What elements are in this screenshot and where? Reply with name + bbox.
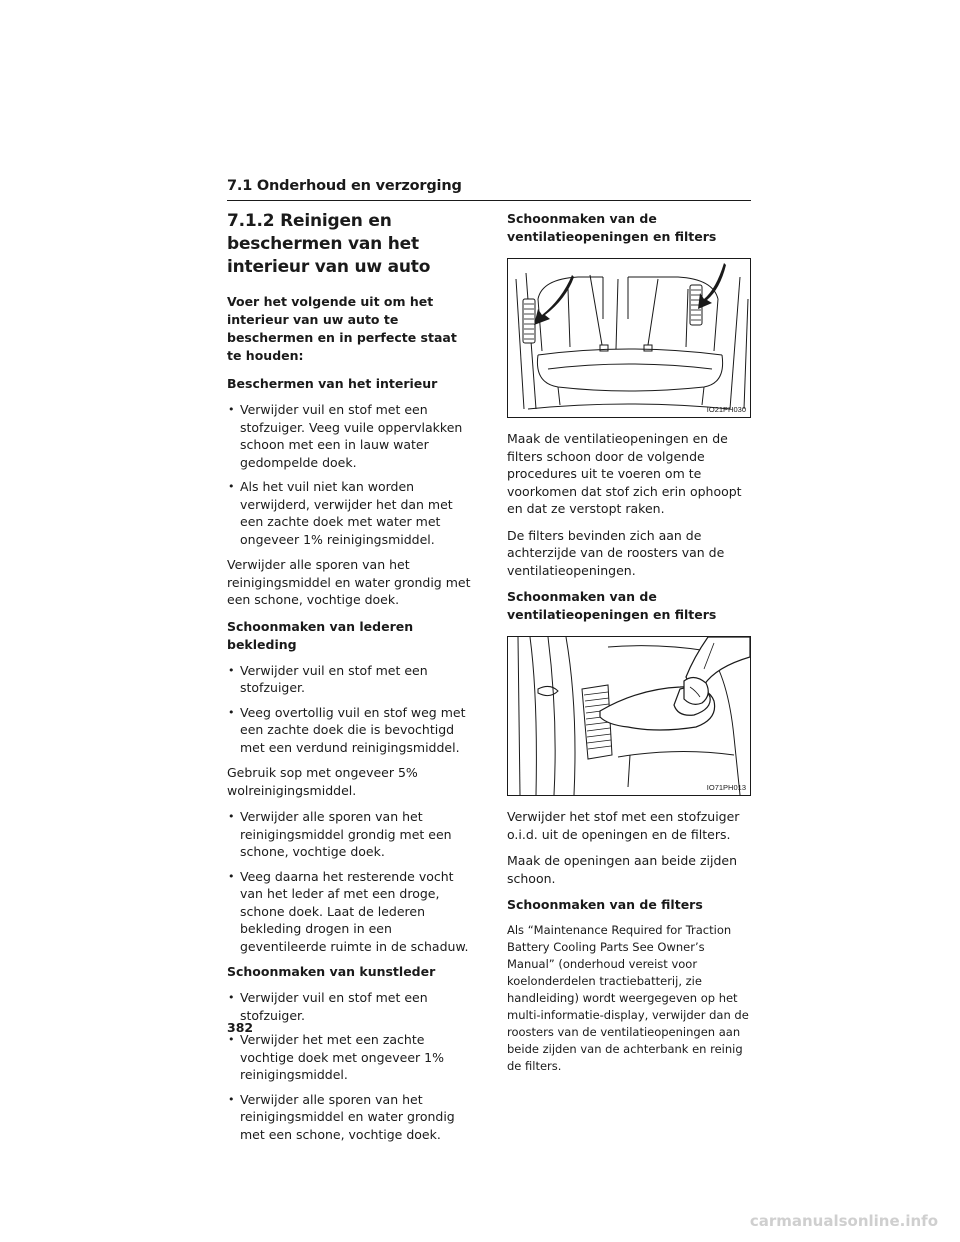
vent-heading-2: Schoonmaken van de ventilatieopeningen en filters	[507, 589, 717, 622]
protect-note: Verwijder alle sporen van het reinigingsmiddel en water grondig met een schone, vochtige doek.	[227, 557, 471, 607]
left-column	[227, 210, 471, 1151]
leather-heading: Schoonmaken van lederen bekleding	[227, 618, 414, 652]
vent-text-4: Maak de openingen aan beide zijden schoon.	[507, 853, 737, 886]
list-item: • Verwijder het met een zachte vochtige doek met ongeveer 1% reinigingsmiddel.	[227, 1031, 471, 1084]
watermark: carmanualsonline.info	[749, 1212, 938, 1230]
leather-list-2	[227, 808, 471, 955]
vent-heading: Schoonmaken van de ventilatieopeningen en filters	[507, 211, 717, 244]
filters-heading: Schoonmaken van de filters	[507, 897, 703, 912]
vent-text-3: Verwijder het stof met een stofzuiger o.i.d. uit de openingen en de filters.	[507, 809, 740, 842]
list-item: • Verwijder vuil en stof met een stofzuiger.	[227, 662, 471, 697]
running-header-title: 7.1 Onderhoud en verzorging	[227, 178, 462, 194]
vent-text-2: De filters bevinden zich aan de achterzijde van de roosters van de ventilatieopeningen.	[507, 527, 725, 578]
filters-text: Als “Maintenance Required for Traction Battery Cooling Parts See Owner’s Manual” (onderhoud vereist voor koelonderdelen tractiebatterij, zie handleiding) wordt weergegeven op het multi-informatie-display, verwijder dan de roosters van de ventilatieopeningen aan beide zijden van de achterbank en reinig de filters.	[507, 923, 749, 1073]
protect-list	[227, 401, 471, 548]
header-divider	[227, 200, 751, 201]
list-item: • Verwijder alle sporen van het reinigingsmiddel grondig met een schone, vochtige doek.	[227, 808, 471, 861]
right-column	[507, 210, 751, 1084]
list-item: • Verwijder alle sporen van het reinigingsmiddel en water grondig met een schone, vochtige doek.	[227, 1091, 471, 1144]
vacuum-cleaning-illustration	[507, 636, 751, 796]
list-item: • Veeg daarna het resterende vocht van het leder af met een droge, schone doek. Laat de lederen bekleding drogen in een geventileerde ruimte in de schaduw.	[227, 868, 471, 956]
vent-text-1: Maak de ventilatieopeningen en de filters schoon door de volgende procedures uit te voeren om te voorkomen dat stof zich erin ophoopt en dat ze verstopt raken.	[507, 431, 742, 516]
section-title: 7.1.2 Reinigen en beschermen van het interieur van uw auto	[227, 211, 431, 277]
list-item: • Als het vuil niet kan worden verwijderd, verwijder het dan met een zachte doek met water met ongeveer 1% reinigingsmiddel.	[227, 478, 471, 548]
leather-list	[227, 662, 471, 757]
list-item: • Veeg overtollig vuil en stof weg met een zachte doek die is bevochtigd met een verdund reinigingsmiddel.	[227, 704, 471, 757]
figure-code: IO21PH030	[706, 405, 746, 414]
figure-code: IO71PH013	[706, 783, 746, 792]
synthetic-heading: Schoonmaken van kunstleder	[227, 964, 436, 979]
synthetic-list	[227, 989, 471, 1143]
list-item: • Verwijder vuil en stof met een stofzuiger. Veeg vuile oppervlakken schoon met een in lauw water gedompelde doek.	[227, 401, 471, 471]
rear-seat-vents-illustration	[507, 258, 751, 418]
leather-note: Gebruik sop met ongeveer 5% wolreinigingsmiddel.	[227, 765, 418, 798]
protect-heading: Beschermen van het interieur	[227, 376, 438, 391]
vacuum-drawing	[508, 637, 750, 795]
rear-seat-drawing	[508, 259, 750, 417]
page-number: 382	[227, 1020, 254, 1035]
running-header	[227, 178, 751, 201]
list-item: • Verwijder vuil en stof met een stofzuiger.	[227, 989, 471, 1024]
intro-text: Voer het volgende uit om het interieur van uw auto te beschermen en in perfecte staat te houden:	[227, 294, 457, 363]
